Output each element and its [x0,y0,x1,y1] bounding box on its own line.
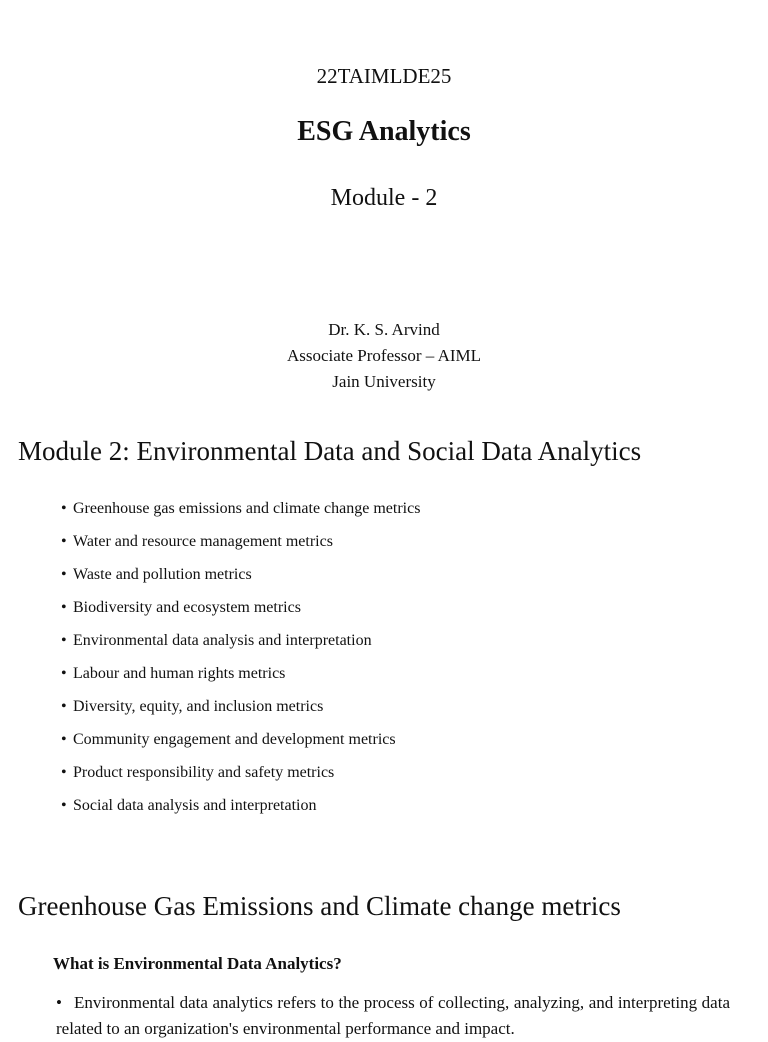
author-name: Dr. K. S. Arvind [328,320,440,339]
list-item [61,629,420,662]
list-item-text: Waste and pollution metrics [73,566,252,583]
list-item [61,695,420,728]
list-item [61,728,420,761]
author-block [0,317,768,395]
paragraph-text: Environmental data analytics refers to the process of collecting, analyzing, and interpreting data related to an organization's environmental performance and impact. [56,993,730,1038]
list-item [61,530,420,563]
body-paragraph [56,990,730,1042]
bullet-icon: • [56,993,62,1012]
list-item-text: Social data analysis and interpretation [73,797,317,814]
bullet-icon: • [61,797,67,814]
subsection-question: What is Environmental Data Analytics? [53,954,342,973]
bullet-icon: • [61,764,67,781]
topic-list [61,497,420,827]
list-item-text: Product responsibility and safety metrics [73,764,335,781]
section-heading-greenhouse-gas: Greenhouse Gas Emissions and Climate change metrics [18,891,621,921]
author-position: Associate Professor – AIML [286,346,482,365]
section-heading-module-2: Module 2: Environmental Data and Social Data Analytics [18,436,642,466]
list-item-text: Labour and human rights metrics [73,665,286,682]
list-item-text: Community engagement and development metrics [73,731,396,748]
bullet-icon: • [61,665,67,682]
bullet-icon: • [61,731,67,748]
list-item [61,761,420,794]
bullet-icon: • [61,533,67,550]
list-item [61,497,420,530]
bullet-icon: • [61,566,67,583]
module-label: Module - 2 [330,185,438,211]
list-item-text: Biodiversity and ecosystem metrics [73,599,301,616]
course-code: 22TAIMLDE25 [316,64,452,88]
document-title: ESG Analytics [297,116,471,147]
list-item [61,596,420,629]
author-institution: Jain University [332,372,436,391]
bullet-icon: • [61,632,67,649]
list-item [61,794,420,827]
list-item-text: Environmental data analysis and interpretation [73,632,372,649]
list-item-text: Diversity, equity, and inclusion metrics [73,698,324,715]
list-item-text: Greenhouse gas emissions and climate change metrics [73,500,421,517]
list-item [61,563,420,596]
bullet-icon: • [61,698,67,715]
list-item [61,662,420,695]
bullet-icon: • [61,500,67,517]
bullet-icon: • [61,599,67,616]
list-item-text: Water and resource management metrics [73,533,333,550]
